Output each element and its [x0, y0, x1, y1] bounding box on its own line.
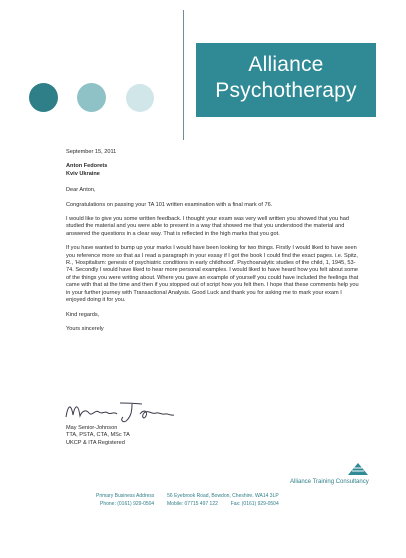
closing: Kind regards,: [66, 311, 100, 318]
footer-fax: Fax: (0161) 929-0504: [230, 500, 279, 507]
decorative-dot-dark: [29, 83, 58, 112]
paragraph-2: I would like to give you some written feedback. I thought your exam was very well written you showed that you had studied the material and you were able to present in a way that showed me that you understood the material and answered the questions in a clear way. That is reflected in the high marks that you got.: [66, 216, 349, 237]
footer-address: 56 Eyebrook Road, Bowdon, Cheshire. WA14 3LP: [167, 493, 279, 499]
signatory-block: [66, 425, 266, 447]
letterhead-divider: [183, 10, 184, 140]
letter-body: [66, 149, 362, 333]
handwritten-signature: [62, 395, 182, 425]
decorative-dot-mid: [77, 83, 106, 112]
decorative-dot-light: [126, 84, 154, 112]
paragraph-1: Congratulations on passing your TA 101 written examination with a final mark of 76.: [66, 201, 273, 208]
footer-address-label: Primary Business Address: [96, 493, 155, 499]
letter-date: September 15, 2011: [66, 149, 117, 155]
salutation: Dear Anton,: [66, 187, 96, 194]
footer-phone: Phone: (0161) 929-0504: [100, 500, 155, 507]
brand-logo-box: [196, 43, 376, 117]
signoff: Yours sincerely: [66, 325, 104, 332]
signatory-registration: UKCP & ITA Registered: [66, 439, 125, 446]
brand-name-line1: Alliance: [248, 53, 324, 76]
footer-mobile: Mobile: 07715 497 122: [167, 500, 218, 507]
signatory-credentials: TTA, PSTA, CTA, MSc TA: [66, 432, 130, 439]
signatory-name: May Senior-Johnson: [66, 425, 118, 431]
brand-name-line2: Psychotherapy: [215, 79, 357, 102]
footer-company-name: Alliance Training Consultancy: [290, 479, 369, 485]
training-consultancy-logo-icon: [347, 462, 369, 476]
recipient-name: Anton Fedorets: [66, 163, 108, 170]
recipient-location: Kviv Ukraine: [66, 170, 100, 177]
paragraph-3: If you have wanted to bump up your marks I would have been looking for two things. Firstly I would liked to have seen you reference more so that as I read a paragraph in your essay if I got the book I could find the exact pages. i.e. Spitz, R., 'Hospitalism: genesis of psychiatric conditions in early childhood'. Psychoanalytic studies of the child, 1, 1945, 53-74. Secondly I would have liked to hear more personal examples. I would liked to have heard how you felt about some of the things you were writing about. Where you gave an example of yourself you could have included the feelings that came with that at the time and then if you stopped out of script how you felt then. I hope that these comments help you in your further journey with Transactional Analysis. Good Luck and thank you for asking me to mark your exam I enjoyed doing it for you.: [66, 245, 359, 304]
footer-contact: [96, 493, 376, 508]
